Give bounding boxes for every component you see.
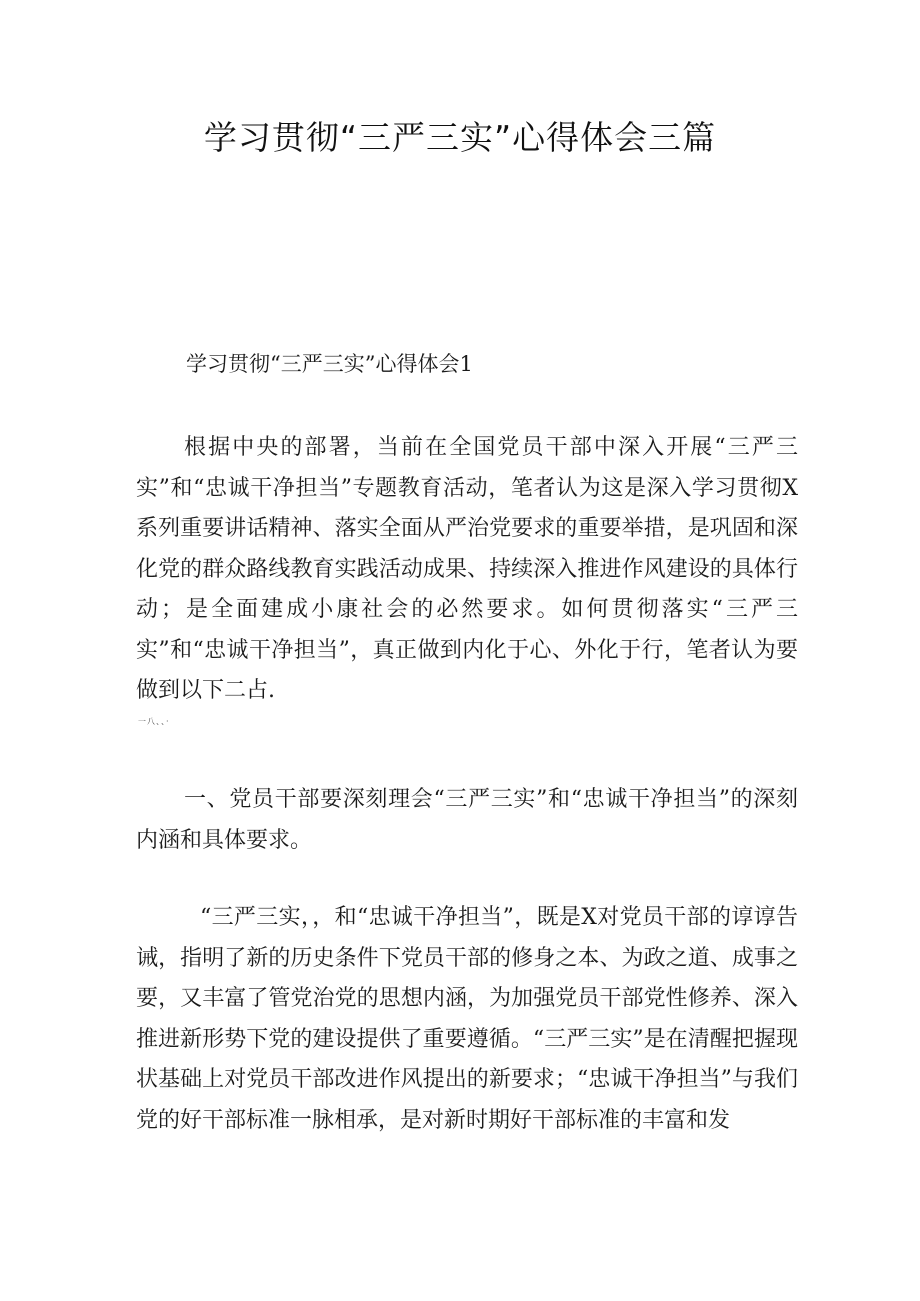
document-title: 学习贯彻“三严三实”心得体会三篇 — [203, 118, 717, 157]
paragraph-point-one: 一、党员干部要深刻理会“三严三实”和“忠诚干净担当”的深刻内涵和具体要求。 — [136, 787, 798, 853]
section-heading: 学习贯彻“三严三实”心得体会1 — [186, 352, 473, 376]
paragraph-body: “三严三实，，和“忠诚干净担当”，既是X对党员干部的谆谆告诫，指明了新的历史条件下党员干部的修身之本、为政之道、成事之要，又丰富了管党治党的思想内涵，为加强党员干部党性修养、深入推进新形势下党的建设提供了重要遵循。“三严三实”是在清醒把握现状基础上对党员干部改进作风提出的新要求；“忠诚干净担当”与我们党的好干部标准一脉相承，是对新时期好干部标准的丰富和发 — [136, 905, 798, 1133]
scan-artifact-mark: 一八、、· — [138, 717, 170, 726]
paragraph-intro: 根据中央的部署，当前在全国党员干部中深入开展“三严三实”和“忠诚干净担当”专题教育活动，笔者认为这是深入学习贯彻X系列重要讲话精神、落实全面从严治党要求的重要举措，是巩固和深化党的群众路线教育实践活动成果、持续深入推进作风建设的具体行动；是全面建成小康社会的必然要求。如何贯彻落实“三严三实”和“忠诚干净担当”，真正做到内化于心、外化于行，笔者认为要做到以下二占. — [136, 435, 798, 703]
